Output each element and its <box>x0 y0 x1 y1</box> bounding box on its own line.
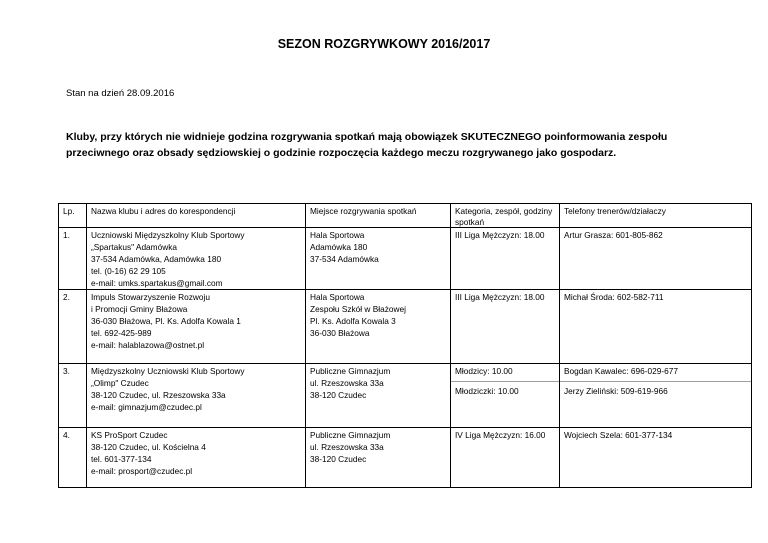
club-line: 36-030 Błażowa, Pl. Ks. Adolfa Kowala 1 <box>91 316 241 326</box>
header-phones: Telefony trenerów/działaczy <box>560 204 752 228</box>
table-row <box>59 364 752 428</box>
venue-line: Pl. Ks. Adolfa Kowala 3 <box>310 316 396 326</box>
venue-line: Hala Sportowa <box>310 230 365 240</box>
table-row <box>59 428 752 488</box>
club-line: e-mail: gimnazjum@czudec.pl <box>91 402 202 412</box>
club-line: Uczniowski Międzyszkolny Klub Sportowy <box>91 230 245 240</box>
venue-line: 37-534 Adamówka <box>310 254 379 264</box>
club-line: „Spartakus" Adamówka <box>91 242 177 252</box>
venue-line: Hala Sportowa <box>310 292 365 302</box>
cell-venue <box>306 364 451 428</box>
phone-entry: Michał Środa: 602-582-711 <box>564 292 664 302</box>
phone-entry: Artur Grasza: 601-805-862 <box>564 230 663 240</box>
table-row <box>59 290 752 364</box>
cell-category <box>451 290 560 364</box>
cell-club <box>87 228 306 290</box>
table-row <box>59 228 752 290</box>
cell-lp: 4. <box>59 428 87 488</box>
cell-lp: 2. <box>59 290 87 364</box>
club-line: „Olimp" Czudec <box>91 378 149 388</box>
club-line: 38-120 Czudec, ul. Kościelna 4 <box>91 442 206 452</box>
venue-line: Adamówka 180 <box>310 242 368 252</box>
club-line: Impuls Stowarzyszenie Rozwoju <box>91 292 210 302</box>
status-date: Stan na dzień 28.09.2016 <box>66 88 175 99</box>
category-entry: Młodzicy: 10.00 <box>455 366 513 376</box>
club-line: tel. (0-16) 62 29 105 <box>91 266 166 276</box>
club-line: tel. 692-425-989 <box>91 328 152 338</box>
cell-lp: 1. <box>59 228 87 290</box>
venue-line: Publiczne Gimnazjum <box>310 366 391 376</box>
cell-venue <box>306 428 451 488</box>
category-entry: IV Liga Mężczyzn: 16.00 <box>455 430 546 440</box>
phone-entry: Wojciech Szela: 601-377-134 <box>564 430 673 440</box>
cell-phones <box>560 364 752 428</box>
cell-category <box>451 228 560 290</box>
cell-phones <box>560 290 752 364</box>
venue-line: Publiczne Gimnazjum <box>310 430 391 440</box>
header-club: Nazwa klubu i adres do korespondencji <box>87 204 306 228</box>
club-line: tel. 601-377-134 <box>91 454 152 464</box>
phone-entry: Bogdan Kawalec: 696-029-677 <box>564 366 678 376</box>
club-line: 38-120 Czudec, ul. Rzeszowska 33a <box>91 390 226 400</box>
cell-phones <box>560 228 752 290</box>
venue-line: ul. Rzeszowska 33a <box>310 378 384 388</box>
header-venue: Miejsce rozgrywania spotkań <box>306 204 451 228</box>
header-category: Kategoria, zespół, godziny spotkań <box>451 204 560 228</box>
category-entry: Młodziczki: 10.00 <box>451 381 559 397</box>
category-entry: III Liga Mężczyzn: 18.00 <box>455 292 545 302</box>
cell-category <box>451 428 560 488</box>
club-line: e-mail: halablazowa@ostnet.pl <box>91 340 205 350</box>
venue-line: Zespołu Szkół w Błażowej <box>310 304 406 314</box>
cell-club <box>87 428 306 488</box>
club-line: i Promocji Gminy Błażowa <box>91 304 188 314</box>
cell-category <box>451 364 560 428</box>
clubs-table <box>58 203 752 488</box>
table-header-row <box>59 204 752 228</box>
club-line: e-mail: umks.spartakus@gmail.com <box>91 278 223 288</box>
cell-venue <box>306 228 451 290</box>
club-line: 37-534 Adamówka, Adamówka 180 <box>91 254 222 264</box>
venue-line: 38-120 Czudec <box>310 390 367 400</box>
cell-phones <box>560 428 752 488</box>
venue-line: ul. Rzeszowska 33a <box>310 442 384 452</box>
cell-venue <box>306 290 451 364</box>
cell-club <box>87 290 306 364</box>
cell-lp: 3. <box>59 364 87 428</box>
venue-line: 36-030 Błażowa <box>310 328 370 338</box>
venue-line: 38-120 Czudec <box>310 454 367 464</box>
club-line: KS ProSport Czudec <box>91 430 168 440</box>
header-lp: Lp. <box>59 204 87 228</box>
cell-club <box>87 364 306 428</box>
page-title: SEZON ROZGRYWKOWY 2016/2017 <box>277 37 491 51</box>
phone-entry: Jerzy Zieliński: 509-619-966 <box>560 381 751 397</box>
notice-text: Kluby, przy których nie widnieje godzina rozgrywania spotkań mają obowiązek SKUTECZNEGO poinformowania zespołu przeciwnego oraz obsady sędziowskiej o godzinie rozpoczęcia każdego meczu rozgrywanego jako gospodarz. <box>66 131 668 159</box>
club-line: e-mail: prosport@czudec.pl <box>91 466 193 476</box>
category-entry: III Liga Mężczyzn: 18.00 <box>455 230 545 240</box>
club-line: Międzyszkolny Uczniowski Klub Sportowy <box>91 366 245 376</box>
